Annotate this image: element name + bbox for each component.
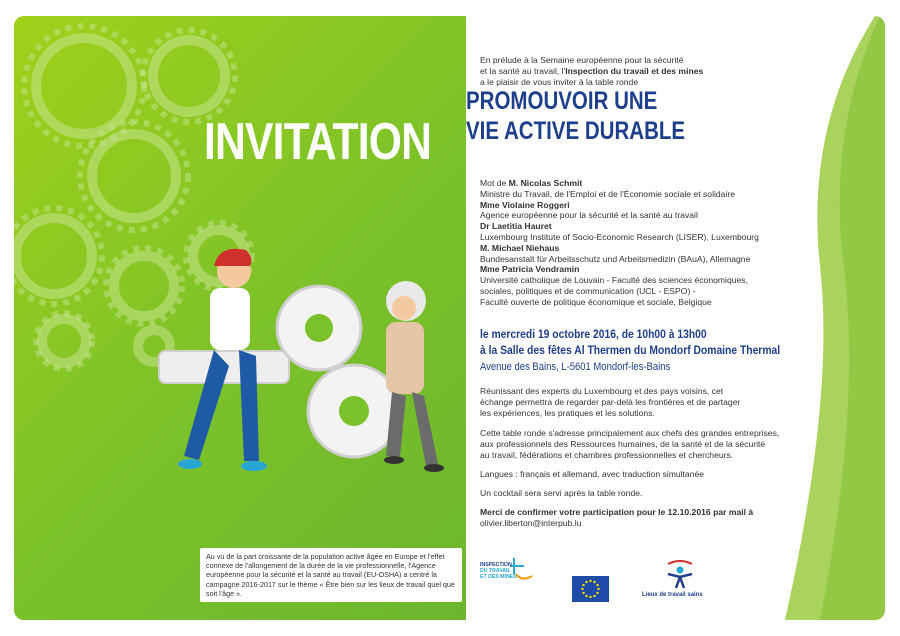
intro-text: En prélude à la Semaine européenne pour la sécurité et la santé au travail, l'Inspection du travail et des mines a le plaisir de vous inviter à la table ronde bbox=[480, 55, 704, 87]
gears-illustration bbox=[14, 16, 466, 620]
rsvp: Merci de confirmer votre participation pour le 12.10.2016 par mail à olivier.liberton@interpub.lu bbox=[480, 507, 754, 528]
event-address: Avenue des Bains, L-5601 Mondorf-les-Bains bbox=[480, 361, 671, 373]
languages: Langues : français et allemand, avec traduction simultanée bbox=[480, 469, 705, 479]
speakers-list: Mot de M. Nicolas Schmit Ministre du Travail, de l'Emploi et de l'Économie sociale et solidaire Mme Violaine Roggeri Agence européenne pour la sécurité et la santé au travail Dr Laetitia Hauret Luxembourg Institute of Socio-Economic Research (LISER), Luxembourg M. Michael Niehaus Bundesanstalt für Arbeitsschutz und Arbeitsmedizin (BAuA), Allemagne Mme Patricia Vendramin Université catholique de Louvain - Faculté des sciences économiques, sociales, politiques et de communication (UCL - ESPO) - Faculté ouverte de politique économique et sociale, Belgique bbox=[480, 178, 759, 307]
eu-stars-icon bbox=[572, 576, 609, 602]
headline: PROMOUVOIR UNE VIE ACTIVE DURABLE bbox=[466, 87, 686, 145]
rsvp-email[interactable]: olivier.liberton@interpub.lu bbox=[480, 517, 582, 528]
description-2: Cette table ronde s'adresse principalement aux chefs des grandes entreprises, aux professionnels des Ressources humaines, de la santé et de la sécurité au travail, fédérations et chambres professionnelles et chercheurs. bbox=[480, 428, 780, 460]
green-swoosh bbox=[765, 16, 885, 620]
eu-flag bbox=[572, 576, 609, 602]
event-datetime: le mercredi 19 octobre 2016, de 10h00 à 13h00 à la Salle des fêtes Al Thermen du Mondorf Domaine Thermal bbox=[480, 327, 781, 357]
invitation-card bbox=[14, 16, 885, 620]
illustration-panel bbox=[14, 16, 466, 620]
cocktail: Un cocktail sera servi après la table ronde. bbox=[480, 488, 643, 498]
person-icon bbox=[660, 560, 700, 590]
description-1: Réunissant des experts du Luxembourg et des pays voisins, cet échange permettra de regarder par-delà les frontières et de partager les expériences, les pratiques et les solutions. bbox=[480, 386, 741, 418]
itm-logo: INSPECTION DU TRAVAIL ET DES MINES bbox=[480, 554, 540, 594]
logos-row bbox=[466, 536, 746, 596]
campaign-note: Au vu de la part croissante de la population active âgée en Europe et l'effet connexe de l'allongement de la durée de la vie professionnelle, l'Agence européenne pour la sécurité et la santé au travail (EU-OSHA) a centré la campagne 2016-2017 sur le thème « Être bien sur les lieux de travail quel que soit l'âge ». bbox=[200, 548, 462, 602]
invitation-title: INVITATION bbox=[204, 113, 432, 171]
healthy-workplaces-logo: Lieux de travail sains bbox=[642, 560, 722, 610]
